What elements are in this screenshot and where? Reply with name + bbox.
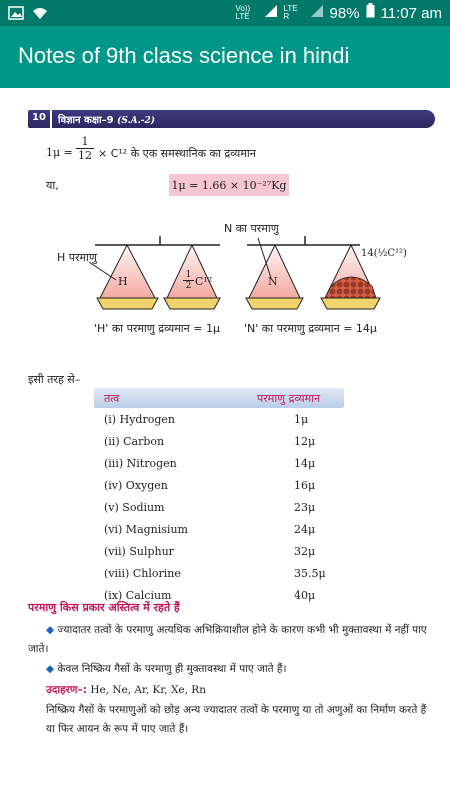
bullet-paragraph-2: ◆ केवल निष्क्रिय गैसों के परमाणु ही मुक्तावस्था में पाए जाते हैं।: [46, 663, 287, 675]
gallery-icon: [8, 5, 24, 24]
table-row: (vii) Sulphur 32μ: [104, 545, 316, 558]
definition-text: × C¹² के एक समस्थानिक का द्रव्यमान: [98, 147, 256, 160]
bullet-paragraph-1: ◆ ज्यादातर तत्वों के परमाणु अत्यधिक अभिक्रियाशील होने के कारण कभी भी मुक्तावस्था में नहीं पाए जाते।: [28, 624, 427, 655]
section-title: परमाणु किस प्रकार अस्तित्व में रहते हैं: [28, 601, 180, 614]
definition-lhs: 1μ =: [46, 146, 73, 159]
battery-percent: 98%: [329, 4, 360, 22]
clock: 11:07 am: [380, 4, 442, 22]
page-header-title: विज्ञान कक्षा–9: [58, 115, 114, 126]
example-label: उदाहरण–:: [46, 684, 87, 696]
example-line: [46, 681, 436, 700]
diamond-bullet-icon: ◆: [46, 624, 58, 636]
app-title: Notes of 9th class science in hindi: [18, 43, 350, 68]
example-gases: He, Ne, Ar, Kr, Xe, Rn: [90, 684, 206, 696]
pan-h-label: H: [118, 275, 128, 288]
page-header-code: (S.A.-2): [117, 116, 156, 126]
app-bar: [0, 26, 450, 88]
table-row: (iii) Nitrogen 14μ: [104, 457, 316, 470]
volte-label: Vo)) LTE: [235, 4, 251, 21]
battery-icon: [366, 3, 375, 23]
ya-label: या,: [46, 179, 59, 192]
status-bar: [0, 0, 450, 26]
signal-icon-2: [310, 4, 324, 23]
signal-icon: [264, 4, 278, 23]
amu-value-box: 1μ = 1.66 × 10⁻²⁷Kg: [169, 174, 289, 196]
pan-c-symbol: C¹²: [195, 275, 213, 288]
pan-n-label: N: [268, 275, 278, 288]
table-row: (iv) Oxygen 16μ: [104, 479, 316, 492]
h-atom-label: H परमाणु: [57, 251, 97, 264]
col-atomic-mass: परमाणु द्रव्यमान: [257, 392, 321, 405]
page-number: 10: [32, 112, 46, 123]
h-mass-caption: 'H' का परमाणु द्रव्यमान = 1μ: [94, 322, 220, 335]
definition-fraction: $\frac{1}{12}$: [78, 135, 92, 162]
right-pan-label: 14(½C¹²): [361, 248, 407, 259]
lte-label: LTE R: [283, 4, 298, 21]
table-row: (ix) Calcium 40μ: [104, 589, 316, 602]
closing-paragraph: निष्क्रिय गैसों के परमाणुओं को छोड़ अन्य ज्यादातर तत्वों के परमाणु या तो अणुओं का निर्माण करते हैं या फिर आयन के रूप में पाए जाते हैं।: [46, 704, 427, 735]
notes-page[interactable]: [0, 88, 450, 800]
balance-diagram: [0, 218, 450, 343]
table-row: (ii) Carbon 12μ: [104, 435, 316, 448]
mass-table-header: [94, 388, 344, 408]
table-row: (viii) Chlorine 35.5μ: [104, 567, 326, 580]
table-row: (v) Sodium 23μ: [104, 501, 316, 514]
similarly-label: इसी तरह से–: [28, 373, 81, 386]
pan-c-fraction: $\frac{1}{2}$: [183, 270, 194, 291]
n-atom-label: N का परमाणु: [224, 222, 279, 235]
page-header-band: [28, 110, 435, 128]
wifi-icon: [32, 5, 48, 24]
diamond-bullet-icon: ◆: [46, 663, 58, 675]
n-mass-caption: 'N' का परमाणु द्रव्यमान = 14μ: [244, 322, 377, 335]
balance-illustration: [0, 218, 450, 343]
table-row: (vi) Magnisium 24μ: [104, 523, 316, 536]
table-row: (i) Hydrogen 1μ: [104, 413, 309, 426]
col-element: तत्व: [104, 392, 120, 405]
